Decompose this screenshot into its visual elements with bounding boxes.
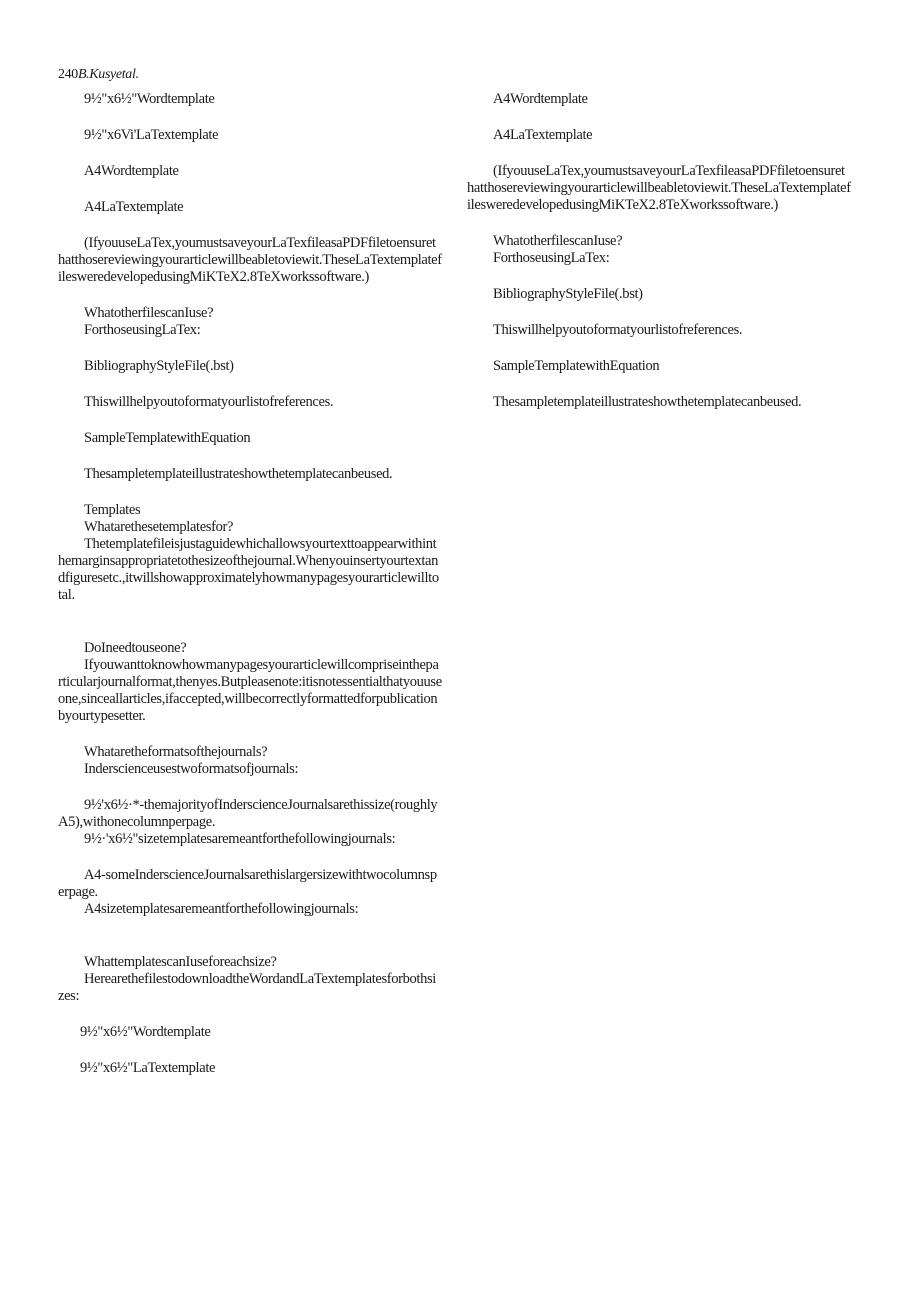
template-link-word-a4: A4Wordtemplate <box>84 163 179 179</box>
sample-template: SampleTemplatewithEquation <box>84 430 251 446</box>
left-column <box>58 91 442 1077</box>
format-small: 9½'x6½·*-themajorityofInderscienceJournalsarethissize(roughlyA5),withonecolumnperpage. <box>58 797 438 830</box>
bottom-link-latex: 9½"x6½"LaTextemplate <box>80 1060 216 1076</box>
answer-which-templates: HerearethefilestodownloadtheWordandLaTextemplatesforbothsizes: <box>58 971 436 1004</box>
right-sample-template: SampleTemplatewithEquation <box>493 358 660 374</box>
bst-description: Thiswillhelpyoutoformatyourlistofreferences. <box>84 394 334 410</box>
question-templates-for: Whatarethesetemplatesfor? <box>84 519 234 535</box>
template-link-word-small: 9½"x6½"Wordtemplate <box>84 91 215 107</box>
right-bst-file: BibliographyStyleFile(.bst) <box>493 286 643 302</box>
author-line: B.Kusyetal. <box>77 67 139 82</box>
answer-formats: Inderscienceusestwoformatsofjournals: <box>84 761 299 777</box>
right-column <box>467 91 851 411</box>
right-for-latex-users: ForthoseusingLaTex: <box>493 250 610 266</box>
format-a4-note: A4sizetemplatesaremeantforthefollowingjournals: <box>84 901 359 917</box>
templates-heading: Templates <box>84 502 141 518</box>
right-question-other-files: WhatotherfilescanIuse? <box>493 233 623 249</box>
sample-description: Thesampletemplateillustrateshowthetemplatecanbeused. <box>84 466 393 482</box>
bst-file: BibliographyStyleFile(.bst) <box>84 358 234 374</box>
right-template-latex-a4: A4LaTextemplate <box>493 127 593 143</box>
question-which-templates: WhattemplatescanIuseforeachsize? <box>84 954 277 970</box>
format-a4: A4-someInderscienceJournalsarethislargersizewithtwocolumnsperpage. <box>58 867 437 900</box>
question-other-files: WhatotherfilescanIuse? <box>84 305 214 321</box>
answer-templates-for: Thetemplatefileisjustaguidewhichallowsyourtexttoappearwithinthemarginsappropriatetothesizeofthejournal.Whenyouinsertyourtextandfiguresetc.,itwillshowapproximatelyhowmanypagesyourarticlewilltotal. <box>58 536 439 603</box>
right-bst-description: Thiswillhelpyoutoformatyourlistofreferences. <box>493 322 743 338</box>
bottom-link-word: 9½"x6½"Wordtemplate <box>80 1024 211 1040</box>
answer-need-one: Ifyouwanttoknowhowmanypagesyourarticlewillcompriseintheparticularjournalformat,thenyes.Butpleasenote:itisnotessentialthatyouuseone,sinceallarticles,ifaccepted,willbecorrectlyformattedforpublicationbyourtypesetter. <box>58 657 442 724</box>
question-need-one: DoIneedtouseone? <box>84 640 187 656</box>
for-latex-users: ForthoseusingLaTex: <box>84 322 201 338</box>
right-sample-description: Thesampletemplateillustrateshowthetemplatecanbeused. <box>493 394 802 410</box>
question-formats: Whataretheformatsofthejournals? <box>84 744 268 760</box>
right-template-word-a4: A4Wordtemplate <box>493 91 588 107</box>
running-header <box>58 66 139 83</box>
page-number: 240 <box>58 67 78 82</box>
template-link-latex-small: 9½"x6Vi'LaTextemplate <box>84 127 219 143</box>
template-link-latex-a4: A4LaTextemplate <box>84 199 184 215</box>
right-latex-note: (IfyouuseLaTex,youmustsaveyourLaTexfileasaPDFfiletoensurethatthosereviewingyourarticlewillbeabletoviewit.TheseLaTextemplatefilesweredevelopedusingMiKTeX2.8TeXworkssoftware.) <box>467 163 851 213</box>
format-small-note: 9½·'x6½"sizetemplatesaremeantforthefollowingjournals: <box>84 831 396 847</box>
latex-note: (IfyouuseLaTex,youmustsaveyourLaTexfileasaPDFfiletoensurethatthosereviewingyourarticlewillbeabletoviewit.TheseLaTextemplatefilesweredevelopedusingMiKTeX2.8TeXworkssoftware.) <box>58 235 442 285</box>
